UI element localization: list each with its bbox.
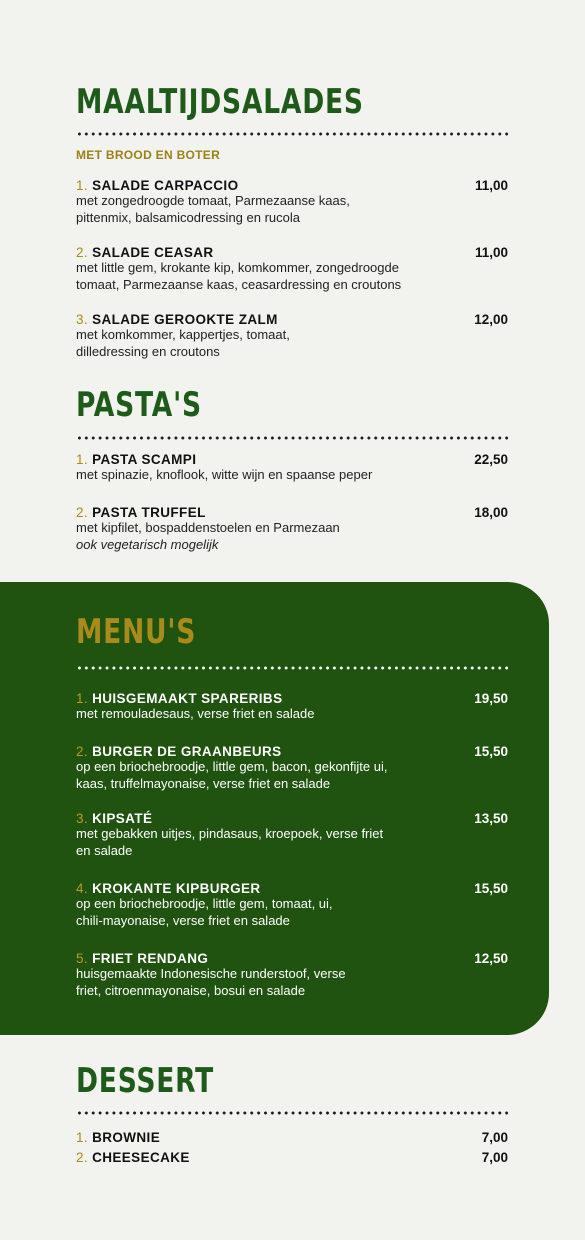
item-name: FRIET RENDANG bbox=[92, 951, 209, 966]
section-title-dessert: DESSERT bbox=[76, 1061, 215, 1101]
item-description: met gebakken uitjes, pindasaus, kroepoek, verse friet bbox=[76, 826, 384, 841]
item-name: BROWNIE bbox=[92, 1130, 161, 1145]
item-description: tomaat, Parmezaanse kaas, ceasardressing en croutons bbox=[76, 276, 402, 292]
menu-item bbox=[76, 744, 508, 792]
item-description: met kipfilet, bospaddenstoelen en Parmezaan bbox=[76, 520, 340, 535]
section-menus bbox=[76, 612, 508, 998]
section-title-salads: MAALTIJDSALADES bbox=[76, 82, 364, 122]
item-number: 3. bbox=[76, 811, 89, 826]
dotted-divider bbox=[76, 436, 508, 440]
item-description: met little gem, krokante kip, komkommer, zongedroogde bbox=[76, 260, 399, 275]
item-price: 11,00 bbox=[474, 178, 508, 193]
item-price: 22,50 bbox=[474, 452, 508, 467]
item-number: 4. bbox=[76, 881, 89, 896]
menu-item bbox=[76, 691, 508, 723]
menu-item bbox=[76, 312, 508, 360]
item-name: SALADE CEASAR bbox=[92, 245, 214, 260]
section-title-menus: MENU'S bbox=[76, 612, 197, 652]
menu-item bbox=[76, 505, 508, 553]
section-salads bbox=[76, 82, 508, 359]
section-pasta bbox=[76, 385, 508, 552]
menus-panel bbox=[0, 582, 549, 1035]
menu-item bbox=[76, 951, 508, 999]
menu-item bbox=[76, 245, 508, 293]
item-description: huisgemaakte Indonesische runderstoof, verse bbox=[76, 966, 346, 981]
section-dessert bbox=[76, 1061, 508, 1165]
item-number: 1. bbox=[76, 178, 89, 193]
item-price: 11,00 bbox=[474, 245, 508, 260]
item-number: 5. bbox=[76, 951, 89, 966]
item-price: 19,50 bbox=[474, 691, 508, 706]
item-description: met zongedroogde tomaat, Parmezaanse kaas, bbox=[76, 193, 350, 208]
item-price: 18,00 bbox=[474, 505, 508, 520]
item-description: kaas, truffelmayonaise, verse friet en salade bbox=[76, 775, 331, 791]
item-name: BURGER DE GRAANBEURS bbox=[92, 744, 282, 759]
item-price: 12,00 bbox=[474, 312, 508, 327]
dotted-divider bbox=[76, 132, 508, 136]
item-name: PASTA SCAMPI bbox=[92, 452, 197, 467]
item-description: dilledressing en croutons bbox=[76, 343, 220, 359]
item-description: chili-mayonaise, verse friet en salade bbox=[76, 912, 290, 928]
item-price: 12,50 bbox=[474, 951, 508, 966]
item-name: KROKANTE KIPBURGER bbox=[92, 881, 261, 896]
item-description: en salade bbox=[76, 842, 133, 858]
item-name: SALADE CARPACCIO bbox=[92, 178, 239, 193]
item-number: 1. bbox=[76, 691, 89, 706]
dotted-divider bbox=[76, 1111, 508, 1115]
menu-item bbox=[76, 811, 508, 859]
section-subtitle-salads: MET BROOD EN BOTER bbox=[76, 148, 221, 162]
item-description: op een briochebroodje, little gem, tomaat, ui, bbox=[76, 896, 333, 911]
section-title-pasta: PASTA'S bbox=[76, 385, 202, 425]
item-description: met spinazie, knoflook, witte wijn en spaanse peper bbox=[76, 467, 373, 482]
item-description: met komkommer, kappertjes, tomaat, bbox=[76, 327, 290, 342]
menu-item bbox=[76, 1130, 508, 1145]
menu-item bbox=[76, 452, 508, 484]
item-price: 15,50 bbox=[474, 744, 508, 759]
item-name: CHEESECAKE bbox=[92, 1150, 190, 1165]
item-number: 1. bbox=[76, 452, 89, 467]
item-description: friet, citroenmayonaise, bosui en salade bbox=[76, 982, 306, 998]
menu-item bbox=[76, 178, 508, 226]
item-price: 13,50 bbox=[474, 811, 508, 826]
item-number: 2. bbox=[76, 505, 89, 520]
item-price: 7,00 bbox=[481, 1130, 508, 1145]
item-description: op een briochebroodje, little gem, bacon, gekonfijte ui, bbox=[76, 759, 388, 774]
item-price: 7,00 bbox=[481, 1150, 508, 1165]
item-number: 1. bbox=[76, 1130, 89, 1145]
menu-item bbox=[76, 1150, 508, 1165]
item-description: met remouladesaus, verse friet en salade bbox=[76, 706, 315, 721]
menu-item bbox=[76, 881, 508, 929]
item-name: PASTA TRUFFEL bbox=[92, 505, 206, 520]
item-note: ook vegetarisch mogelijk bbox=[76, 536, 219, 552]
item-name: SALADE GEROOKTE ZALM bbox=[92, 312, 278, 327]
item-price: 15,50 bbox=[474, 881, 508, 896]
item-number: 2. bbox=[76, 1150, 89, 1165]
dotted-divider bbox=[76, 666, 508, 670]
item-number: 2. bbox=[76, 744, 89, 759]
item-name: KIPSATÉ bbox=[92, 811, 153, 826]
item-description: pittenmix, balsamicodressing en rucola bbox=[76, 209, 300, 225]
item-number: 3. bbox=[76, 312, 89, 327]
item-name: HUISGEMAAKT SPARERIBS bbox=[92, 691, 283, 706]
item-number: 2. bbox=[76, 245, 89, 260]
